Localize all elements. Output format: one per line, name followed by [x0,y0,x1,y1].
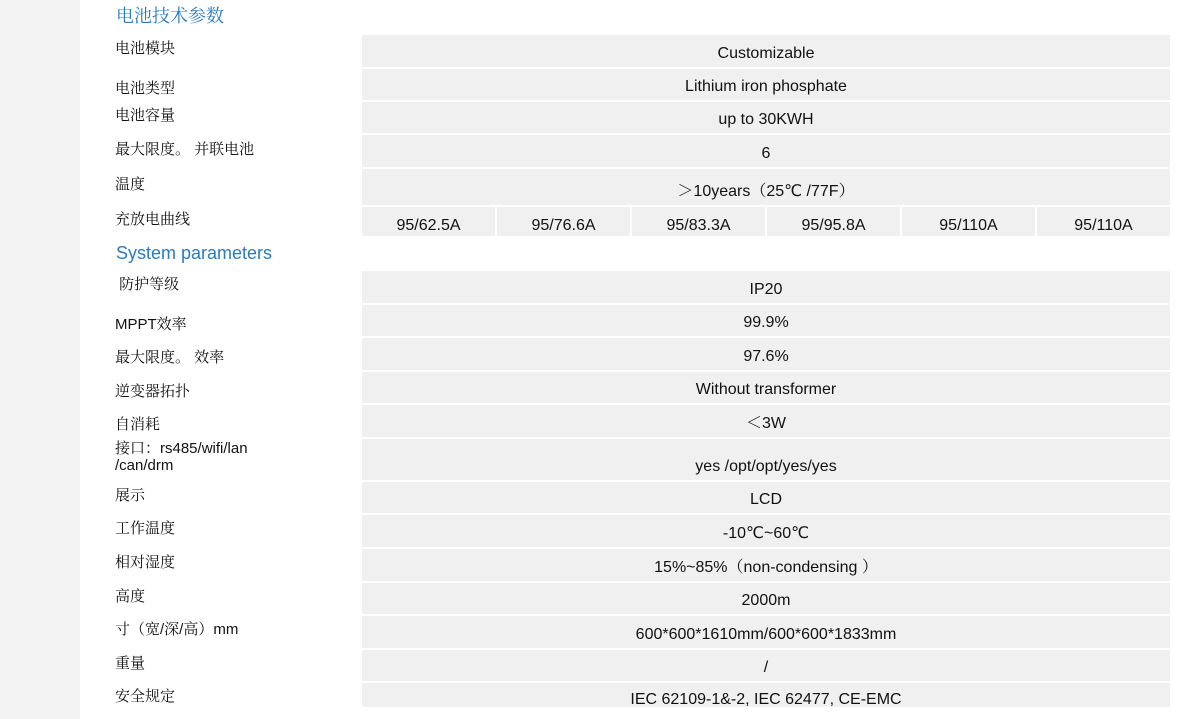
spec-value: yes /opt/opt/yes/yes [362,439,1170,480]
spec-row-mppt-efficiency [115,305,1170,336]
system-section-title: System parameters [116,243,273,263]
spec-row-max-efficiency [115,338,1170,370]
left-gutter [0,0,80,719]
spec-row-interface [115,439,1170,480]
spec-value: IEC 62109-1&-2, IEC 62477, CE-EMC [362,683,1170,707]
spec-row-relative-humidity [115,549,1170,581]
spec-label: 最大限度。 效率 [115,338,360,370]
spec-label: 自消耗 [115,405,360,437]
spec-value: -10℃~60℃ [362,515,1170,547]
curve-value-cell: 95/62.5A [362,207,495,236]
spec-value: 6 [362,135,1170,167]
curve-value-cell: 95/110A [1037,207,1170,236]
spec-value: Customizable [362,35,1170,67]
spec-label: 接口：rs485/wifi/lan /can/drm [115,439,360,480]
spec-row-safety [115,683,1170,707]
spec-value: 15%~85%（non-condensing ） [362,549,1170,581]
spec-label: 充放电曲线 [115,207,360,236]
spec-label: 电池容量 [115,102,360,133]
spec-row-display [115,482,1170,513]
spec-row-altitude [115,583,1170,614]
spec-value: ＞10years（25℃ /77F） [362,169,1170,205]
spec-row-dimensions [115,616,1170,648]
battery-section-title: 电池技术参数 [116,6,224,26]
spec-value: IP20 [362,271,1170,303]
spec-value: ＜3W [362,405,1170,437]
spec-label: MPPT效率 [115,305,360,336]
spec-label: 展示 [115,482,360,513]
spec-value: 2000m [362,583,1170,614]
spec-label: 重量 [115,650,360,681]
spec-label: 高度 [115,583,360,614]
spec-row-operating-temperature [115,515,1170,547]
spec-row-self-consumption [115,405,1170,437]
spec-row-battery-type [115,69,1170,100]
spec-label: 电池类型 [115,69,360,100]
spec-value: 99.9% [362,305,1170,336]
spec-value: LCD [362,482,1170,513]
spec-value: 97.6% [362,338,1170,370]
spec-label: 逆变器拓扑 [115,372,360,403]
spec-row-max-parallel [115,135,1170,167]
curve-value-cell: 95/110A [902,207,1035,236]
spec-label: 最大限度。 并联电池 [115,135,360,167]
spec-label: 温度 [115,169,360,205]
spec-value: 600*600*1610mm/600*600*1833mm [362,616,1170,648]
spec-label: 工作温度 [115,515,360,547]
spec-row-weight [115,650,1170,681]
spec-value: Lithium iron phosphate [362,69,1170,100]
curve-value-cell: 95/76.6A [497,207,630,236]
spec-value: / [362,650,1170,681]
spec-label: 寸（宽/深/高）mm [115,616,360,648]
spec-row-inverter-topology [115,372,1170,403]
spec-label: 防护等级 [115,271,360,303]
spec-row-battery-module [115,35,1170,67]
spec-row-temperature [115,169,1170,205]
curve-value-cell: 95/83.3A [632,207,765,236]
spec-label: 相对湿度 [115,549,360,581]
spec-label: 安全规定 [115,683,360,707]
spec-value: up to 30KWH [362,102,1170,133]
curve-value-cell: 95/95.8A [767,207,900,236]
spec-value: Without transformer [362,372,1170,403]
spec-row-charge-curve [115,207,1170,236]
spec-row-protection-level [115,271,1170,303]
spec-label: 电池模块 [115,35,360,67]
spec-row-battery-capacity [115,102,1170,133]
curve-values [362,207,1170,236]
